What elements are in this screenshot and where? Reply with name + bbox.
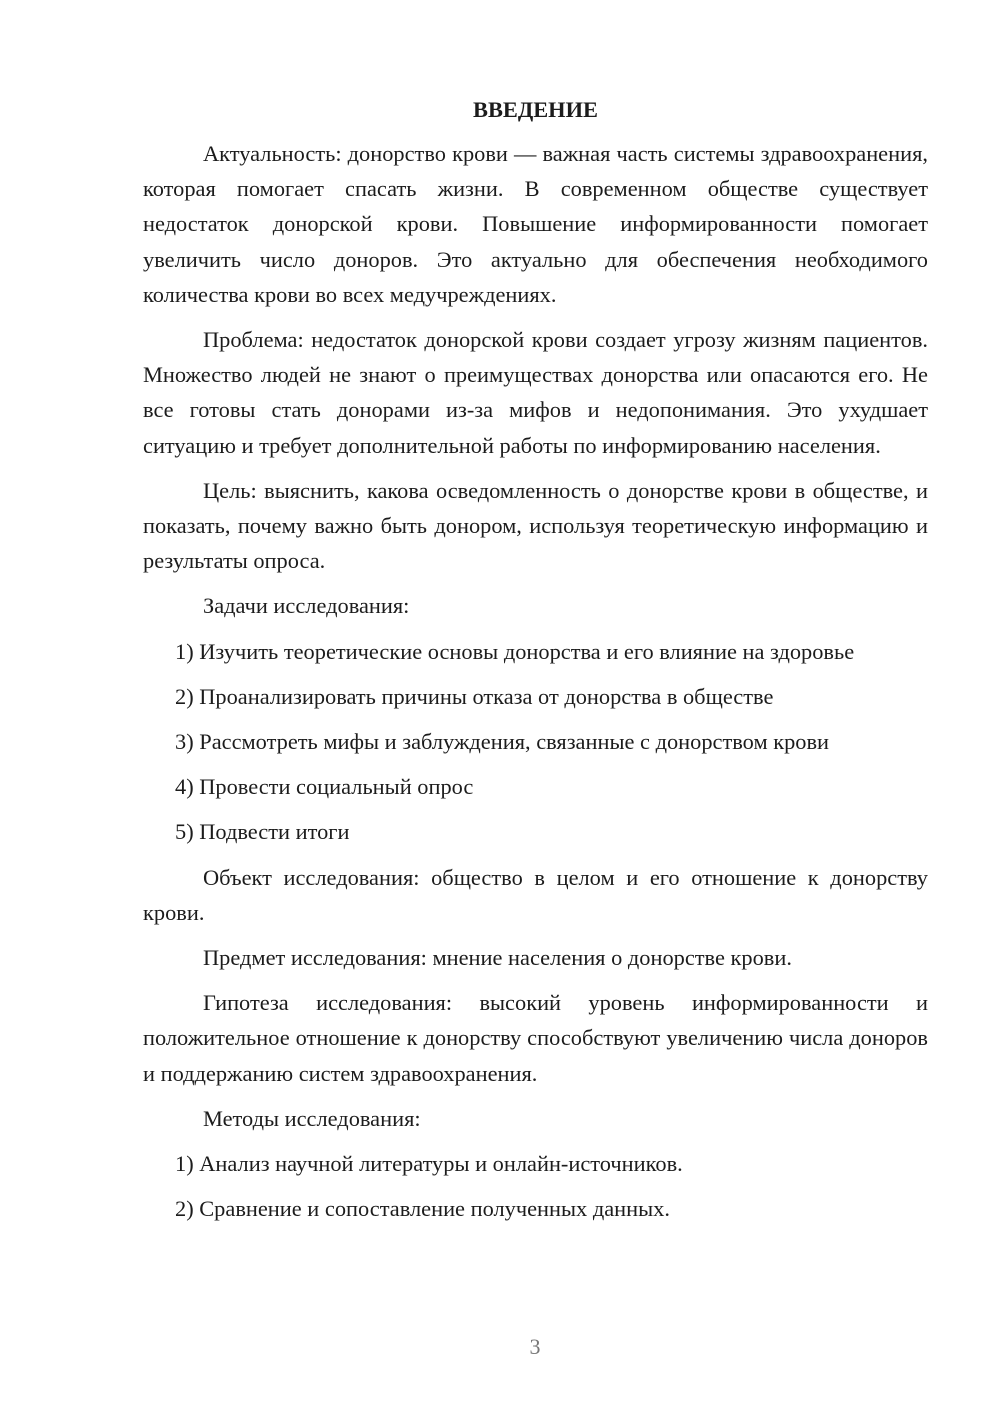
tasks-list <box>143 634 928 850</box>
list-item: 3) Рассмотреть мифы и заблуждения, связанные с донорством крови <box>175 729 830 755</box>
methods-label: Методы исследования: <box>203 1105 421 1131</box>
page-number: 3 <box>529 1334 541 1359</box>
tasks-label: Задачи исследования: <box>203 593 410 619</box>
paragraph-hypothesis: Гипотеза исследования: высокий уровень информированности и положительное отношение к донорству способствуют увеличению числа доноров и поддержанию систем здравоохранения. <box>143 990 928 1086</box>
list-item: 2) Проанализировать причины отказа от донорства в обществе <box>175 683 774 709</box>
list-item: 2) Сравнение и сопоставление полученных данных. <box>175 1196 670 1222</box>
paragraph-object: Объект исследования: общество в целом и его отношение к донорству крови. <box>143 864 928 925</box>
paragraph-subject: Предмет исследования: мнение населения о донорстве крови. <box>203 945 792 971</box>
page-title: ВВЕДЕНИЕ <box>473 97 598 122</box>
list-item: 1) Анализ научной литературы и онлайн-источников. <box>175 1151 683 1177</box>
list-item: 5) Подвести итоги <box>175 819 350 845</box>
paragraph-problem: Проблема: недостаток донорской крови создает угрозу жизням пациентов. Множество людей не знают о преимуществах донорства или опасаются его. Не все готовы стать донорами из-за мифов и недопонимания. Это ухудшает ситуацию и требует дополнительной работы по информированию населения. <box>143 327 928 458</box>
list-item: 1) Изучить теоретические основы донорства и его влияние на здоровье <box>175 638 855 664</box>
document-page <box>143 92 928 1236</box>
paragraph-relevance: Актуальность: донорство крови — важная часть системы здравоохранения, которая помогает спасать жизни. В современном обществе существует недостаток донорской крови. Повышение информированности помогает увеличить число доноров. Это актуально для обеспечения необходимого количества крови во всех медучреждениях. <box>143 141 928 307</box>
paragraph-goal: Цель: выяснить, какова осведомленность о донорстве крови в обществе, и показать, почему важно быть донором, используя теоретическую информацию и результаты опроса. <box>143 477 928 574</box>
list-item: 4) Провести социальный опрос <box>175 774 474 800</box>
methods-list <box>143 1146 928 1226</box>
